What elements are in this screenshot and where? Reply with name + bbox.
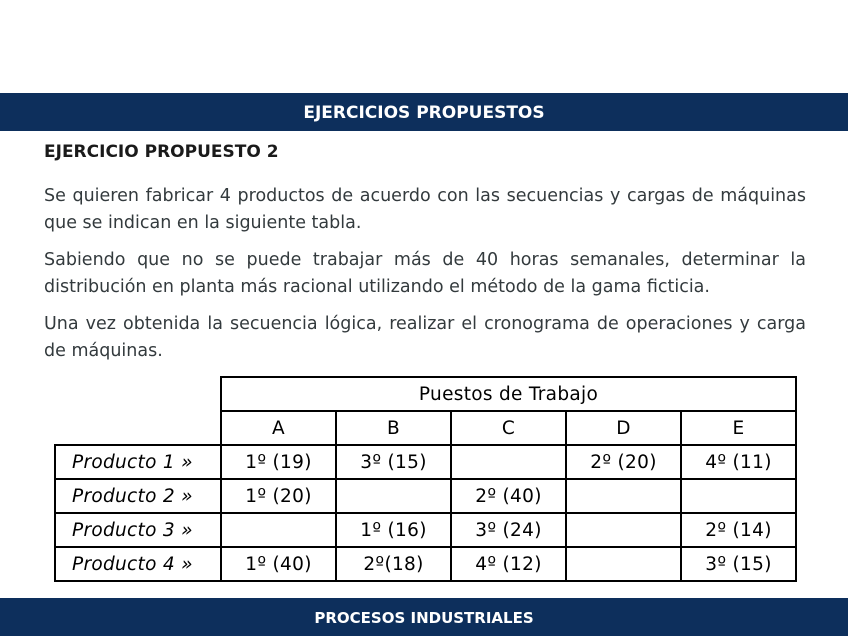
paragraph-1: Se quieren fabricar 4 productos de acuerdo con las secuencias y cargas de máquinas que se indican en la siguiente tabla.: [44, 186, 806, 233]
footer-band: [0, 598, 848, 636]
row-label-producto-4: Producto 4 »: [55, 547, 221, 581]
table-cell: [451, 445, 566, 479]
table-cell: [336, 479, 451, 513]
header-title: EJERCICIOS PROPUESTOS: [303, 103, 545, 123]
table-row: [55, 513, 796, 547]
table-cell: 4º (11): [681, 445, 796, 479]
paragraph-3: Una vez obtenida la secuencia lógica, realizar el cronograma de operaciones y carga de máquinas.: [44, 314, 806, 361]
table-cell: 2º (40): [451, 479, 566, 513]
row-label-producto-3: Producto 3 »: [55, 513, 221, 547]
table-cell: 3º (15): [681, 547, 796, 581]
column-header-a: A: [221, 411, 336, 445]
table-cell: 2º(18): [336, 547, 451, 581]
column-header-d: D: [566, 411, 681, 445]
table-corner: [55, 377, 221, 411]
row-label-producto-1: Producto 1 »: [55, 445, 221, 479]
table-cell: [681, 479, 796, 513]
table-row: [55, 479, 796, 513]
table-cell: 3º (24): [451, 513, 566, 547]
column-header-c: C: [451, 411, 566, 445]
table-cell: 1º (20): [221, 479, 336, 513]
table-cell: 1º (19): [221, 445, 336, 479]
column-header-e: E: [681, 411, 796, 445]
table-cell: 2º (20): [566, 445, 681, 479]
table-cell: 1º (40): [221, 547, 336, 581]
table-cell: 2º (14): [681, 513, 796, 547]
row-label-producto-2: Producto 2 »: [55, 479, 221, 513]
table-cell: 4º (12): [451, 547, 566, 581]
table-cell: [566, 547, 681, 581]
table-cell: [566, 479, 681, 513]
table-cell: 1º (16): [336, 513, 451, 547]
table-group-header: Puestos de Trabajo: [221, 377, 796, 411]
table-column-header-row: [55, 411, 796, 445]
table-row: [55, 445, 796, 479]
table-cell: [221, 513, 336, 547]
table-group-header-row: [55, 377, 796, 411]
workstation-table: [54, 376, 797, 582]
table-cell: [566, 513, 681, 547]
table-row: [55, 547, 796, 581]
footer-title: PROCESOS INDUSTRIALES: [314, 609, 534, 627]
paragraph-2: Sabiendo que no se puede trabajar más de 40 horas semanales, determinar la distribución en planta más racional utilizando el método de la gama ficticia.: [44, 250, 806, 297]
column-header-b: B: [336, 411, 451, 445]
header-band: [0, 93, 848, 131]
exercise-title: EJERCICIO PROPUESTO 2: [44, 142, 279, 162]
table-cell: 3º (15): [336, 445, 451, 479]
table-corner: [55, 411, 221, 445]
